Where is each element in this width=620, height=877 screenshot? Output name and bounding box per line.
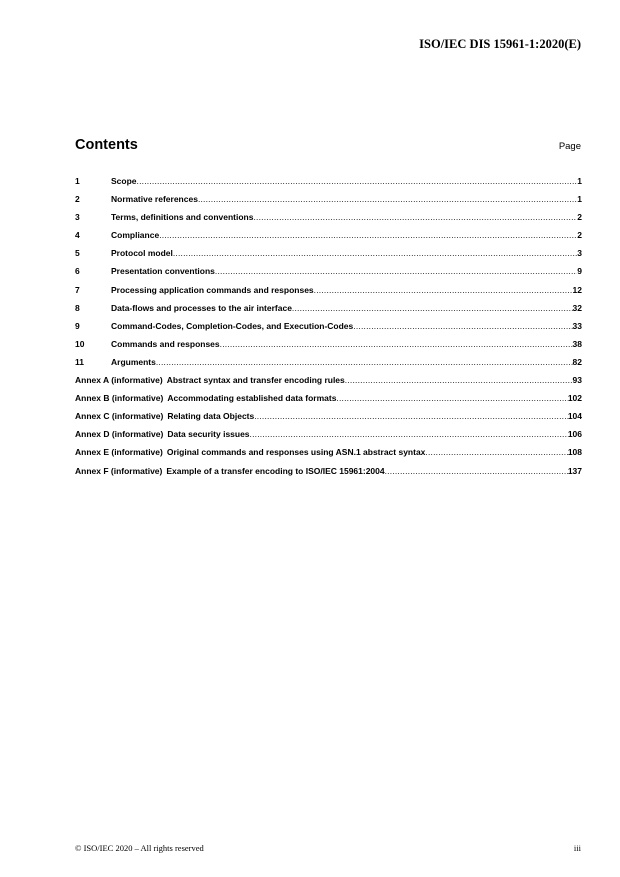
toc-annex-title: Relating data Objects: [167, 411, 255, 422]
toc-entry-page: 32: [572, 302, 582, 313]
toc-entry-title: Scope: [111, 176, 137, 186]
toc-entry-page: 1: [577, 194, 582, 205]
toc-leader-dots: [250, 429, 568, 439]
toc-annex-entry[interactable]: [75, 447, 582, 465]
table-of-contents: [75, 176, 582, 484]
toc-entry-number: 1: [75, 176, 80, 186]
toc-leader-dots: [353, 321, 572, 331]
page-column-label: Page: [558, 141, 581, 152]
toc-entry[interactable]: [75, 339, 582, 357]
toc-entry-page: 38: [572, 338, 582, 349]
toc-entry-title: Normative references: [111, 194, 198, 205]
toc-entry-page: 3: [577, 248, 582, 259]
toc-leader-dots: [254, 411, 568, 421]
page-number: iii: [573, 843, 581, 853]
toc-entry[interactable]: [75, 176, 582, 194]
toc-entry-number: 9: [75, 320, 80, 331]
toc-leader-dots: [198, 194, 577, 204]
toc-annex-label: Annex F (informative): [75, 465, 163, 476]
toc-annex-title: Example of a transfer encoding to ISO/IEC 15961:2004: [166, 465, 385, 476]
contents-title: Contents: [75, 137, 138, 153]
toc-annex-page: 93: [572, 375, 582, 386]
document-id: ISO/IEC DIS 15961-1:2020(E): [419, 37, 581, 51]
toc-annex-label: Annex D (informative): [75, 429, 164, 440]
toc-entry[interactable]: [75, 303, 582, 321]
toc-annex-page: 106: [567, 429, 582, 440]
toc-entry[interactable]: [75, 285, 582, 303]
toc-entry-page: 33: [572, 320, 582, 331]
toc-annex-entry[interactable]: [75, 375, 582, 393]
toc-entry[interactable]: [75, 230, 582, 248]
toc-annex-label: Annex E (informative): [75, 447, 163, 458]
toc-entry[interactable]: [75, 357, 582, 375]
toc-entry-title: Processing application commands and responses: [111, 284, 314, 295]
toc-leader-dots: [173, 248, 577, 258]
toc-annex-title: Original commands and responses using ASN.1 abstract syntax: [166, 447, 426, 458]
toc-leader-dots: [253, 212, 577, 222]
toc-annex-title: Abstract syntax and transfer encoding rules: [166, 375, 345, 386]
toc-annex-title: Data security issues: [167, 429, 250, 440]
toc-annex-title: Accommodating established data formats: [167, 393, 337, 404]
toc-annex-entry[interactable]: [75, 429, 582, 447]
toc-entry-page: 2: [577, 230, 582, 241]
toc-entry[interactable]: [75, 248, 582, 266]
toc-entry-number: 10: [75, 338, 85, 349]
toc-entry[interactable]: [75, 212, 582, 230]
toc-entry-number: 2: [75, 194, 80, 205]
toc-entry-title: Arguments: [111, 356, 156, 367]
toc-leader-dots: [220, 339, 573, 349]
toc-annex-page: 104: [567, 411, 582, 422]
toc-entry-title: Commands and responses: [111, 338, 220, 349]
toc-annex-page: 102: [567, 393, 582, 404]
toc-entry-number: 5: [75, 248, 80, 259]
toc-entry-title: Presentation conventions: [111, 266, 215, 277]
copyright-notice: © ISO/IEC 2020 – All rights reserved: [75, 843, 204, 853]
toc-entry-number: 3: [75, 212, 80, 223]
toc-entry-number: 8: [75, 302, 80, 313]
toc-leader-dots: [314, 285, 573, 295]
toc-entry-page: 1: [577, 176, 582, 186]
toc-entry-page: 12: [572, 284, 582, 295]
toc-annex-page: 108: [567, 447, 582, 458]
toc-entry-title: Terms, definitions and conventions: [111, 212, 254, 223]
toc-entry-page: 82: [572, 356, 582, 367]
toc-leader-dots: [137, 176, 578, 186]
toc-leader-dots: [336, 393, 567, 403]
toc-entry[interactable]: [75, 266, 582, 284]
toc-leader-dots: [215, 266, 577, 276]
toc-leader-dots: [156, 357, 573, 367]
toc-entry-title: Data-flows and processes to the air interface: [111, 302, 292, 313]
toc-leader-dots: [292, 303, 573, 313]
toc-leader-dots: [345, 375, 573, 385]
toc-entry-number: 7: [75, 284, 80, 295]
toc-entry-title: Command-Codes, Completion-Codes, and Execution-Codes: [111, 320, 354, 331]
toc-entry-number: 6: [75, 266, 80, 277]
toc-annex-entry[interactable]: [75, 466, 582, 484]
toc-entry-page: 9: [577, 266, 582, 277]
toc-entry-title: Compliance: [111, 230, 160, 241]
toc-entry-number: 11: [75, 356, 84, 367]
toc-annex-label: Annex C (informative): [75, 411, 164, 422]
toc-leader-dots: [425, 447, 567, 457]
toc-annex-page: 137: [567, 465, 582, 476]
toc-leader-dots: [159, 230, 577, 240]
toc-entry[interactable]: [75, 194, 582, 212]
toc-entry[interactable]: [75, 321, 582, 339]
toc-annex-entry[interactable]: [75, 393, 582, 411]
toc-annex-label: Annex A (informative): [75, 375, 163, 386]
toc-annex-entry[interactable]: [75, 411, 582, 429]
toc-entry-title: Protocol model: [111, 248, 173, 259]
toc-annex-label: Annex B (informative): [75, 393, 164, 404]
toc-leader-dots: [385, 466, 568, 476]
toc-entry-number: 4: [75, 230, 80, 241]
toc-entry-page: 2: [577, 212, 582, 223]
